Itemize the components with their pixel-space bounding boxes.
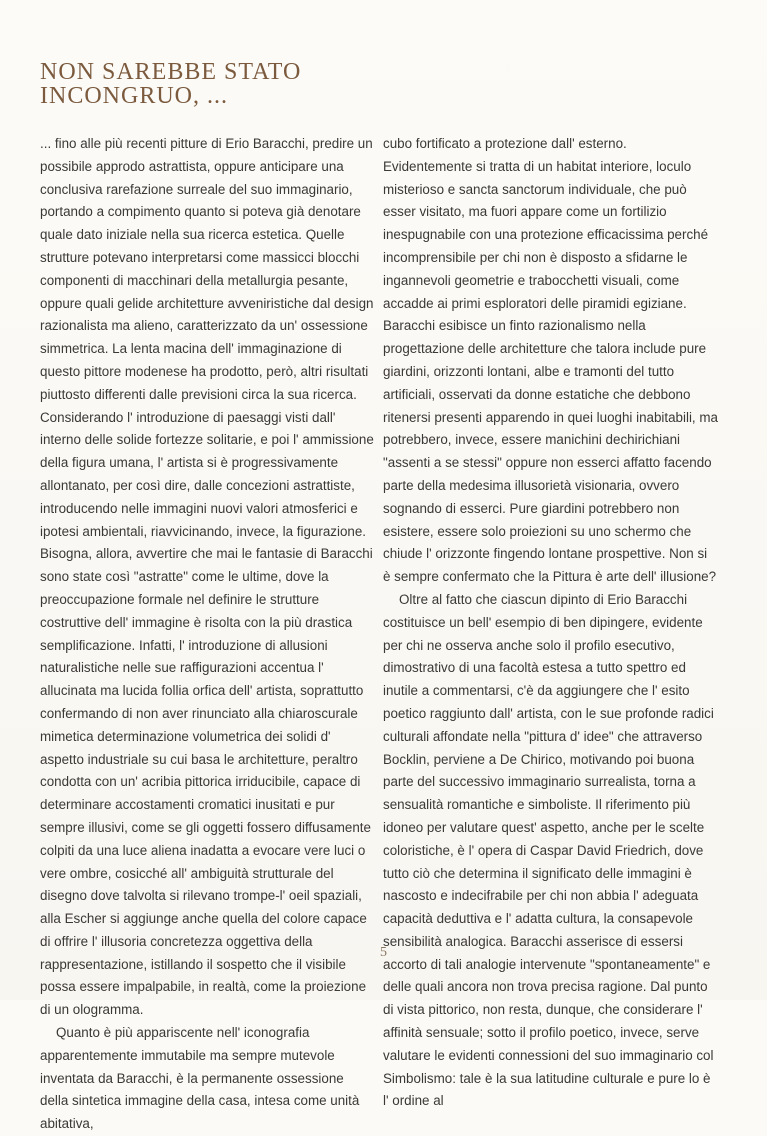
- page-title: [40, 60, 370, 108]
- page-title-line-1: NON SAREBBE STATO: [40, 59, 302, 85]
- right-text-column: [383, 133, 718, 1113]
- right-paragraph-2: Oltre al fatto che ciascun dipinto di Erio Baracchi costituisce un bell' esempio di ben dipingere, evidente per chi ne osserva anche solo il profilo esecutivo, dimostrativo di una facoltà estesa a tutto spettro ed inutile a commentarsi, c'è da aggiungere che l' esito poetico raggiunto dall' artista, con le sue profonde radici culturali affondate nella "pittura d' idee" che attraverso Bocklin, perviene a De Chirico, motivando poi buona parte del successivo immaginario surrealista, torna a sensualità romantiche e simboliste. Il riferimento più idoneo per valutare quest' aspetto, anche per le scelte coloristiche, è l' opera di Caspar David Friedrich, dove tutto ciò che determina il significato delle immagini è nascosto e indecifrabile per chi non abbia l' adeguata capacità deduttiva e l' adatta cultura, la consapevole sensibilità analogica. Baracchi asserisce di essersi accorto di tali analogie intervenute "spontaneamente" e delle quali ancora non trova precisa ragione. Dal punto di vista pittorico, non resta, dunque, che considerare l' affinità sensuale; sotto il profilo poetico, invece, serve valutare le evidenti connessioni del suo immaginario col Simbolismo: tale è la sua latitudine culturale e pure lo è l' ordine al: [383, 591, 714, 1109]
- left-paragraph-1: ... fino alle più recenti pitture di Erio Baracchi, predire un possibile approdo astrattista, oppure anticipare una conclusiva rarefazione surreale del suo immaginario, portando a compimento quanto si poteva già denotare quale dato iniziale nella sua ricerca estetica. Quelle strutture potevano interpretarsi come massicci blocchi componenti di macchinari della metallurgia pesante, oppure quali gelide architetture avveniristiche dal design razionalista ma alieno, caratterizzato da un' ossessione simmetrica. La lenta macina dell' immaginazione di questo pittore modenese ha prodotto, però, altri risultati piuttosto differenti dalle previsioni circa la sua ricerca. Considerando l' introduzione di paesaggi visti dall' interno delle solide fortezze solitarie, e poi l' ammissione della figura umana, l' artista si è progressivamente allontanato, per così dire, dalle concezioni astrattiste, introducendo nelle immagini nuovi valori atmosferici e ipotesi ambientali, riavvicinando, invece, la figurazione. Bisogna, allora, avvertire che mai le fantasie di Baracchi sono state così "astratte" come le ultime, dove la preoccupazione formale nel definire le strutture costruttive dell' immagine è risolta con la più drastica semplificazione. Infatti, l' introduzione di allusioni naturalistiche nelle sue raffigurazioni accentua l' allucinata ma lucida follia orfica dell' artista, soprattutto confermando di non aver rinunciato alla chiaroscurale mimetica determinazione volumetrica dei solidi d' aspetto industriale su cui basa le architetture, peraltro condotta con un' acribia pittorica irriducibile, capace di determinare accostamenti cromatici inusitati e pur sempre illusivi, come se gli oggetti fossero diffusamente colpiti da una luce aliena inadatta a evocare vere luci o vere ombre, cosicché all' ambiguità strutturale del disegno dove talvolta si rilevano trompe-l' oeil spaziali, alla Escher si aggiunge anche quella del colore capace di offrire l' illusoria concretezza oggettiva della rappresentazione, istillando il sospetto che il visibile possa essere impalpabile, in realtà, come la proiezione di un ologramma.: [40, 136, 374, 1018]
- left-paragraph-2: Quanto è più appariscente nell' iconografia apparentemente immutabile ma sempre mutevole inventata da Baracchi, è la permanente ossessione della sintetica immagine della casa, intesa come unità abitativa,: [40, 1025, 360, 1132]
- right-paragraph-1: cubo fortificato a protezione dall' esterno. Evidentemente si tratta di un habitat interiore, loculo misterioso e sancta sanctorum individuale, che può esser visitato, ma fuori appare come un fortilizio inespugnabile con una protezione efficacissima perché incomprensibile per chi non è disposto a sfidarne le ingannevoli geometrie e trabocchetti visuali, come accadde ai primi esploratori delle piramidi egiziane. Baracchi esibisce un finto razionalismo nella progettazione delle architetture che talora include pure giardini, orizzonti lontani, albe e tramonti del tutto artificiali, osservati da donne estatiche che debbono ritenersi presenti apparendo in quei luoghi inabitabili, ma potrebbero, invece, essere manichini dechirichiani "assenti a se stessi" oppure non esserci affatto facendo parte della medesima illusorietà visionaria, ovvero sognando di esserci. Pure giardini potrebbero non esistere, essere solo proiezioni su uno schermo che chiude l' orizzonte fingendo lontane prospettive. Non si è sempre confermato che la Pittura è arte dell' illusione?: [383, 136, 718, 585]
- page-title-line-2: INCONGRUO, ...: [40, 83, 228, 109]
- page-number: 5: [380, 945, 387, 960]
- left-text-column: [40, 133, 375, 1136]
